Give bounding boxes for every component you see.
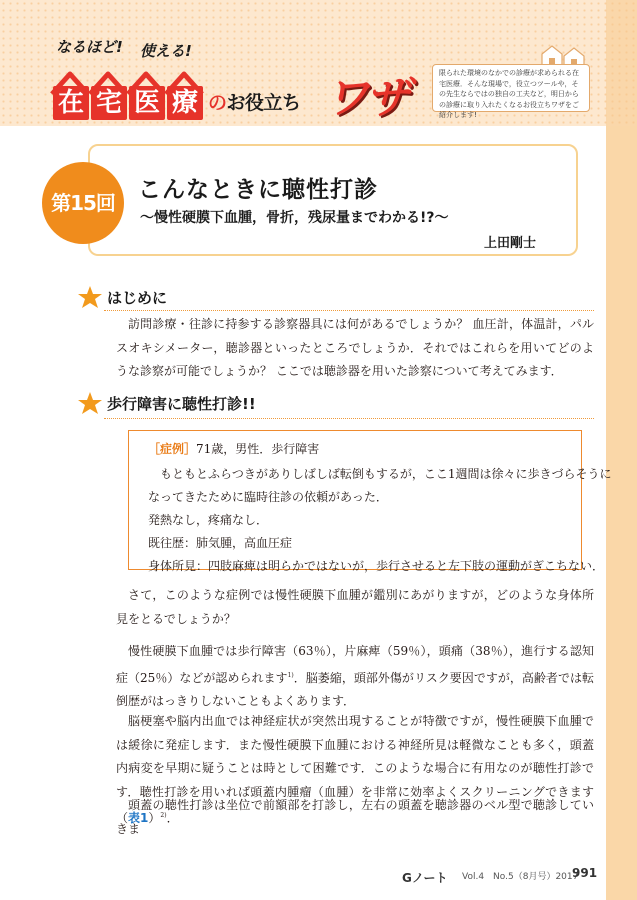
section-heading-text: 歩行障害に聴性打診!! (107, 395, 256, 413)
footer-volume: Vol.4 No.5（8月号）2017 (462, 872, 579, 882)
series-char-3: 医 (129, 86, 165, 120)
page-number: 991 (572, 866, 598, 880)
case-line-text: 71歳，男性．歩行障害 (196, 442, 320, 456)
case-line: 発熱なし，疼痛なし． (148, 513, 269, 527)
star-icon (78, 286, 102, 308)
paragraph: 訪問診療・往診に持参する診察器具には何があるでしょうか？ 血圧計，体温計，パルスオキシメーター，聴診器といったところでしょうか．それではこれらを用いてどのような診察が可能でしょうか？ ここでは聴診器を用いた診察について考えてみます． (116, 317, 594, 378)
paragraph-text: ） (148, 811, 161, 825)
case-line (148, 440, 319, 457)
paragraph-text: 慢性硬膜下血腫では歩行障害（63％），片麻痺（59％），頭痛（38％），進行する認知症（25％）などが認められます (116, 644, 594, 685)
case-line: なってきたために臨時往診の依頼があった． (148, 490, 388, 504)
section-divider (104, 310, 594, 311)
paragraph: 頭蓋の聴性打診は坐位で前額部を打診し，左右の頭蓋を聴診器のベル型で聴診していきま (116, 798, 594, 836)
table-link[interactable]: 表1 (128, 811, 149, 825)
section-divider (104, 418, 594, 419)
case-line: 身体所見：四肢麻痺は明らかではないが，歩行させると左下肢の運動がぎこちない． (148, 559, 605, 573)
case-tag: ［症例］ (148, 442, 197, 456)
series-suffix (208, 88, 301, 115)
series-tagline-2: 使える! (140, 42, 192, 60)
series-char-2: 宅 (91, 86, 127, 120)
series-waza: ワザ (325, 73, 407, 124)
series-tagline-1: なるほど! (56, 38, 123, 56)
section-heading-text: はじめに (107, 289, 168, 307)
paragraph: さて，このような症例では慢性硬膜下血腫が鑑別にあがりますが，どのような身体所見をとるでしょうか？ (116, 588, 594, 626)
episode-badge (42, 162, 124, 244)
footer-brand (402, 869, 448, 886)
series-char-4: 療 (167, 86, 203, 120)
paragraph-text: 脳梗塞や脳内出血では神経症状が突然出現することが特徴ですが，慢性硬膜下血腫では緩徐に発症します．また慢性硬膜下血腫における神経所見は軽微なことも多く，頭蓋内病変を早期に疑うことは時として困難です．このような場合に有用なのが聴性打診です．聴性打診を用いれば頭蓋内腫瘤（血腫）を非常に効率よくスクリーニングできます（ (116, 714, 594, 825)
case-line: 既往歴：肺気腫，高血圧症 (148, 536, 293, 550)
series-char-1: 在 (53, 86, 89, 120)
series-suffix-rest: お役立ち (226, 92, 301, 114)
series-suffix-no: の (208, 92, 227, 114)
series-intro: 限られた環境のなかでの診療が求められる在宅医療．そんな現場で，役立つツールや，その先生ならではの独自の工夫など，明日からの診療に取り入れたくなるお役立ちワザをご紹介します! (432, 64, 590, 112)
article-title: こんなときに聴性打診 (138, 177, 378, 203)
article-subtitle: 〜慢性硬膜下血腫，骨折，残尿量までわかる!?〜 (140, 210, 449, 226)
case-line: もともとふらつきがありしばしば転倒もするが，ここ1週間は徐々に歩きづらそうに (160, 467, 612, 481)
reference-mark: 2) (160, 812, 167, 819)
paragraph (116, 640, 594, 714)
article-author: 上田剛士 (484, 236, 537, 251)
paragraph-text: ． (166, 811, 179, 825)
side-tab (606, 126, 637, 900)
side-tab-top (606, 0, 637, 126)
footer-brand-text: Gノート (402, 871, 448, 885)
star-icon (78, 392, 102, 414)
reference-mark: 1) (287, 671, 294, 679)
episode-label: 第15回 (51, 191, 115, 215)
paragraph-text: ．脳萎縮，頭部外傷がリスク要因ですが，高齢者では転倒歴がはっきりしないこともよくあります． (116, 670, 594, 708)
